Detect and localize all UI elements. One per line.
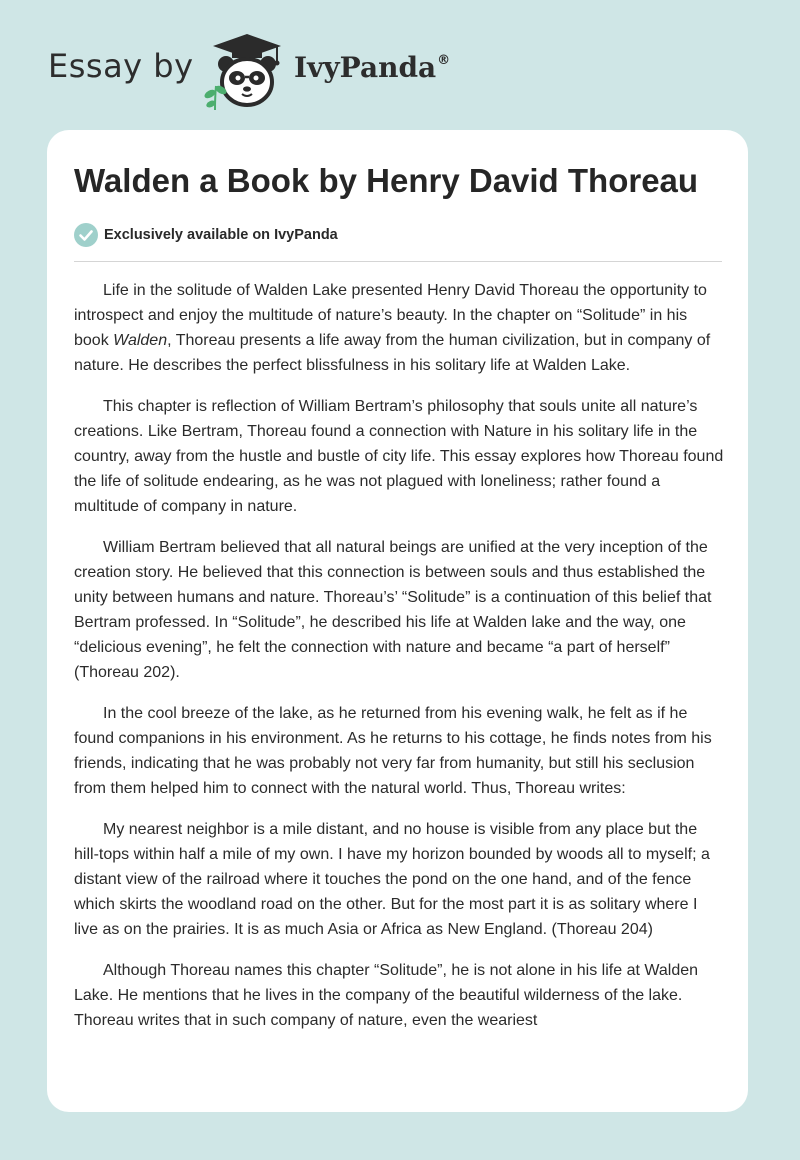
essay-body [74, 278, 724, 1049]
essay-card [47, 130, 748, 1112]
paragraph-1-part-1: Life in the solitude of Walden Lake presented Henry David Thoreau the opportunity to introspect and enjoy the multitude of nature’s beauty. In the chapter on “Solitude” in his book [74, 282, 707, 349]
exclusive-badge [74, 222, 338, 248]
exclusive-label: Exclusively available on IvyPanda [104, 227, 338, 243]
checkmark-icon [74, 223, 98, 247]
brand-prefix: Essay by [48, 47, 194, 85]
panda-logo-icon[interactable] [201, 32, 293, 112]
essay-paragraph-6: Although Thoreau names this chapter “Solitude”, he is not alone in his life at Walden Lake. He mentions that he lives in the company of the beautiful wilderness of the lake. Thoreau writes that in such company of nature, even the weariest [74, 962, 699, 1029]
brand-name-text: IvyPanda [294, 51, 437, 84]
title-divider [74, 261, 722, 262]
registered-mark: ® [437, 53, 451, 68]
essay-paragraph-3: William Bertram believed that all natural beings are unified at the very inception of the creation story. He believed that this connection is between souls and thus established the unity between humans and nature. Thoreau’s’ “Solitude” is a continuation of this belief that Bertram professed. In “Solitude”, he described his life at Walden lake and the way, one “delicious evening”, he felt the connection with nature and became “a part of herself” (Thoreau 202). [74, 539, 712, 681]
book-title-walden: Walden [113, 332, 168, 349]
essay-title: Walden a Book by Henry David Thoreau [74, 162, 699, 199]
paragraph-1-part-3: , Thoreau presents a life away from the human civilization, but in company of nature. He describes the perfect blissfulness in his solitary life at Walden Lake. [74, 332, 711, 374]
brand-name[interactable] [294, 51, 450, 84]
essay-paragraph-1 [74, 278, 724, 378]
site-header [0, 0, 800, 130]
essay-paragraph-2: This chapter is reflection of William Bertram’s philosophy that souls unite all nature’s creations. Like Bertram, Thoreau found a connection with Nature in his solitary life in the country, away from the hustle and bustle of city life. This essay explores how Thoreau found the life of solitude endearing, as he was not plagued with loneliness; rather found a multitude of company in nature. [74, 398, 724, 515]
essay-block-quote: My nearest neighbor is a mile distant, and no house is visible from any place but the hill-tops within half a mile of my own. I have my horizon bounded by woods all to myself; a distant view of the railroad where it touches the pond on the one hand, and of the fence which skirts the woodland road on the other. But for the most part it is as solitary where I live as on the prairies. It is as much Asia or Africa as New England. (Thoreau 204) [74, 821, 710, 938]
essay-paragraph-4: In the cool breeze of the lake, as he returned from his evening walk, he felt as if he found companions in his environment. As he returns to his cottage, he finds notes from his friends, indicating that he was probably not very far from humanity, but still his seclusion from them helped him to connect with the natural world. Thus, Thoreau writes: [74, 705, 712, 797]
